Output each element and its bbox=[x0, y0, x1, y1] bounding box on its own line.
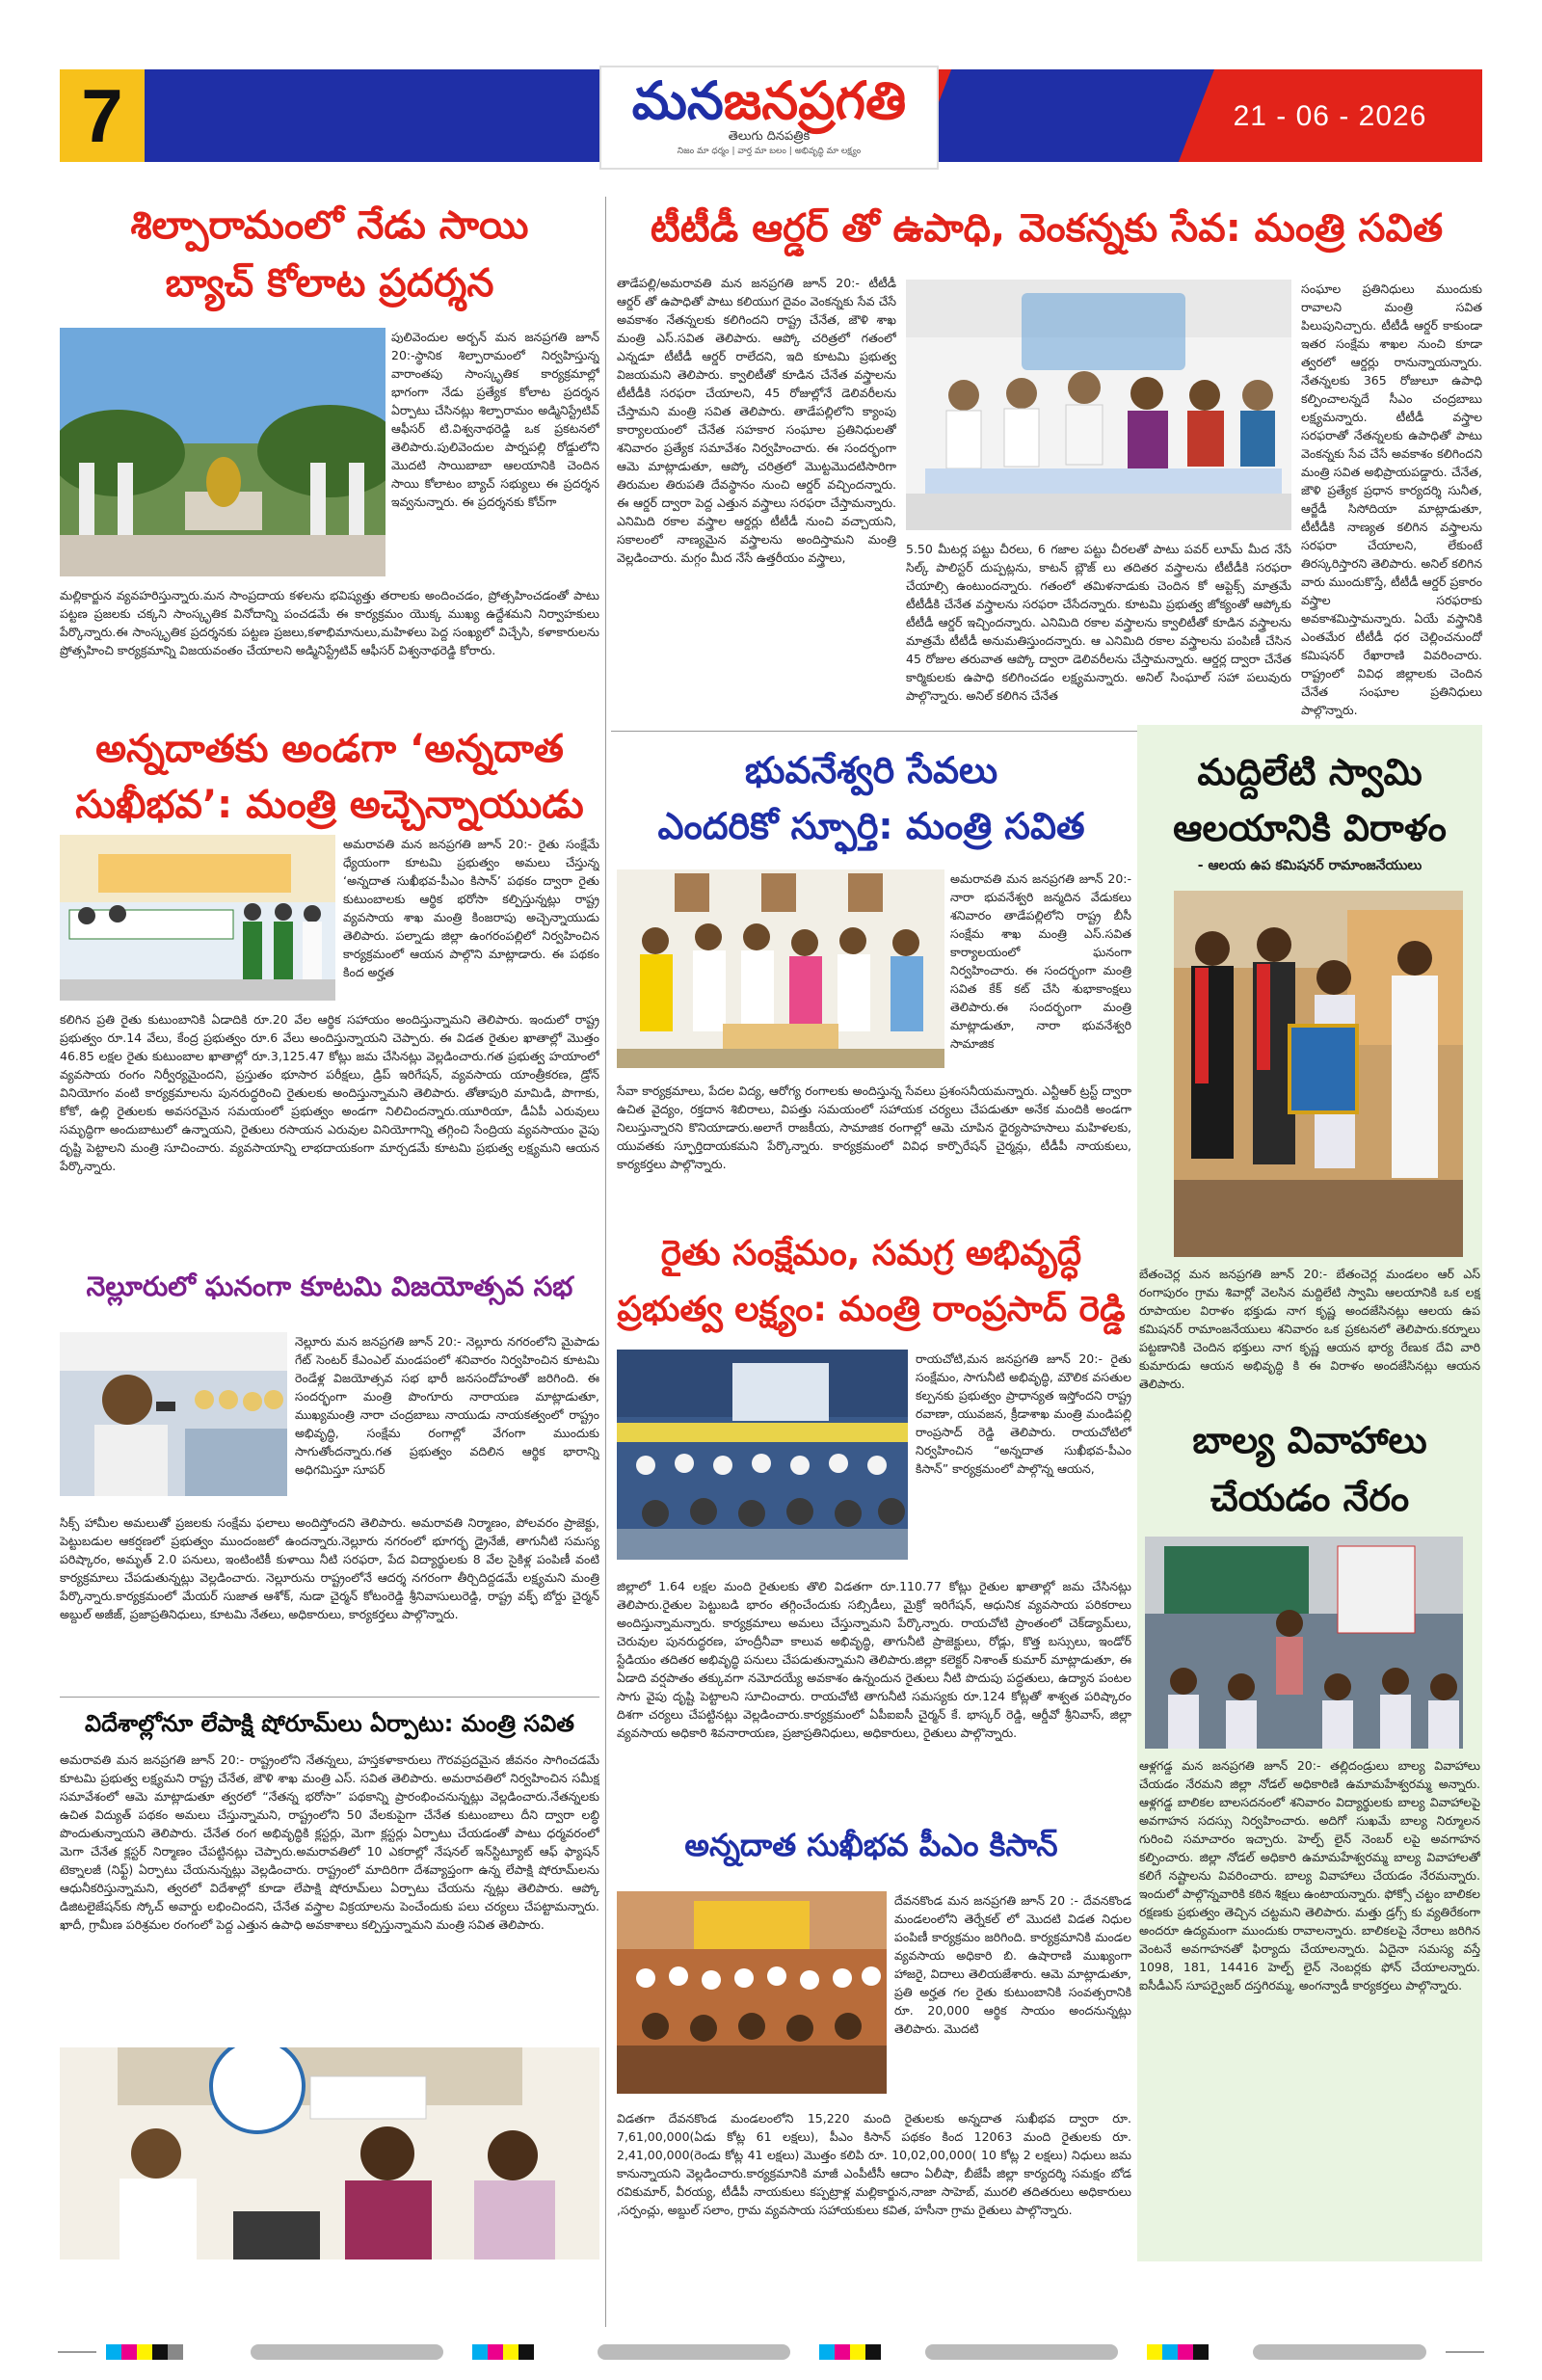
headline-shilparamam: శిల్పారామంలో నేడు సాయి బ్యాచ్ కోలాట ప్రదర్శన bbox=[130, 203, 529, 306]
photo-maddileti bbox=[1174, 891, 1463, 1257]
headline-raithu: రైతు సంక్షేమం, సమగ్ర అభివృద్ధే ప్రభుత్వ లక్ష్యం: మంత్రి రాంప్రసాద్ రెడ్డి bbox=[617, 1234, 1126, 1329]
masthead-logo bbox=[599, 66, 939, 170]
photo-pmkisan bbox=[617, 1891, 887, 2094]
body-annadatha-a: అమరావతి మన జనప్రగతి జూన్ 20:- రైతు సంక్షేమే ధ్యేయంగా కూటమి ప్రభుత్వం అమలు చేస్తున్న ‘అన్నదాత సుఖీభవ-పీఎం కిసాన్’ పథకం ద్వారా రైతు కుటుంబాలకు ఆర్థిక భరోసా కల్పిస్తున్నట్లు రాష్ట్ర వ్యవసాయ శాఖ మంత్రి కింజరాపు అచ్చెన్నాయుడు తెలిపారు. పల్నాడు జిల్లా ఉంగరంపల్లిలో నిర్వహించిన కార్యక్రమంలో ఆయన పాల్గొని మాట్లాడారు. ఈ పథకం కింద అర్హత bbox=[343, 837, 599, 979]
body-lepakshi: అమరావతి మన జనప్రగతి జూన్ 20:- రాష్ట్రంలోని నేతన్నలు, హస్తకళాకారులు గౌరవప్రదమైన జీవనం సాగించడమే కూటమి ప్రభుత్వ లక్ష్యమని రాష్ట్ర చేనేత, జౌళి శాఖ మంత్రి ఎస్. సవిత తెలిపారు. అమరావతిలో నిర్వహించిన సమీక్ష సమావేశంలో ఆమె మాట్లాడుతూ త్వరలో “నేతన్న భరోసా” పథకాన్ని ప్రారంభించనున్నట్లు వెల్లడించారు.నేతన్నలకు ఉచిత విద్యుత్ పథకం అమలు చేస్తున్నామని, రాష్ట్రంలోని 50 వేలకుపైగా చేనేత కుటుంబాలు దీని ద్వారా లబ్ధి పొందుతున్నాయని తెలిపారు. చేనేత రంగ అభివృద్ధికి క్లస్టర్లు, మెగా క్లస్టర్లు ఏర్పాటు చేయడంతో పాటు ధర్మవరంలో మెగా చేనేత క్లస్టర్ నిర్మాణం చేపట్టినట్లు చెప్పారు.అమరావతిలో 10 ఎకరాల్లో నేషనల్ ఇన్‌స్టిట్యూట్ ఆఫ్ ఫ్యాషన్ టెక్నాలజీ (నిఫ్ట్) ఏర్పాటు చేయనున్నట్లు వెల్లడించారు. రాష్ట్రంలో మాదిరిగా దేశవ్యాప్తంగా ఉన్న లేపాక్షి షోరూమ్‌లను ఆధునీకరిస్తున్నామని, త్వరలో విదేశాల్లో కూడా లేపాక్షి షోరూమ్‌లు ఏర్పాటు చేయను న్నట్లు తెలిపారు. ఆప్కో డిజిటలైజేషన్‌కు స్కోచ్ అవార్డు లభించిందని, చేనేత వస్త్రాల విక్రయాలను పెంచేందుకు పలు చర్యలు చేపట్టామన్నారు. ఖాదీ, గ్రామీణ పరిశ్రమల రంగంలో పెద్ద ఎత్తున ఉపాధి అవకాశాలు కల్పిస్తున్నామని మంత్రి సవిత తెలిపారు. bbox=[60, 1752, 599, 1932]
body-nellore-a: నెల్లూరు మన జనప్రగతి జూన్ 20:- నెల్లూరు నగరంలోని మైపాడు గేట్ సెంటర్ కేఎంఎల్ మండపంలో శనివారం నిర్వహించిన కూటమి రెండేళ్ల విజయోత్సవ సభ భారీ జనసందోహంతో జరిగింది. ఈ సందర్భంగా మంత్రి పొంగూరు నారాయణ మాట్లాడుతూ, ముఖ్యమంత్రి నారా చంద్రబాబు నాయుడు నాయకత్వంలో రాష్ట్రం అభివృద్ధి, సంక్షేమ రంగాల్లో వేగంగా ముందుకు సాగుతోందన్నారు.గత ప్రభుత్వం వదిలిన ఆర్థిక భారాన్ని అధిగమిస్తూ సూపర్ bbox=[295, 1334, 599, 1477]
photo-annadatha bbox=[60, 835, 335, 1001]
photo-bhuvaneswari bbox=[617, 869, 944, 1068]
body-ttd-col2: 5.50 మీటర్ల పట్టు చీరలు, 6 గజాల పట్టు చీరలతో పాటు పవర్ లూమ్ మీద నేసే సిల్క్ పాలిస్టర్ దుప్పట్లను, కాటన్ బ్లౌజ్ లు తదితర వస్త్రాలను టీటీడీకి సరఫరా చేయాల్సి ఉంటుందన్నారు. గతంలో తమిళనాడుకు చెందిన కో ఆప్టెక్స్ మాత్రమే టీటీడీకి చేనేత వస్త్రాలను సరఫరా చేసేదన్నారు. కూటమి ప్రభుత్వ జోక్యంతో ఆప్కోకు టీటీడీ ఆర్డర్ ఇచ్చిందన్నారు. ఎనిమిది రకాల వస్త్రాలను క్వాలిటీతో కూడిన వస్త్రాలను మాత్రమే టీటీడీ అనుమతిస్తుందన్నారు. ఆ ఎనిమిది రకాల వస్త్రాలను పంపిణీ చేసిన 45 రోజుల తరువాత ఆప్కో ద్వారా డెలివరీలను చేస్తామన్నారు. ఆర్డర్ల ద్వారా చేనేత కార్మికులకు ఉపాధి కలిగించడం లక్ష్యమన్నారు. అనిల్ సింఘాల్ సహా పలువురు పాల్గొన్నారు. అనిల్ కలిగిన చేనేత bbox=[906, 542, 1291, 703]
headline-lepakshi: విదేశాల్లోనూ లేపాక్షి షోరూమ్‌లు ఏర్పాటు: మంత్రి సవిత bbox=[85, 1710, 574, 1737]
page-number: 7 bbox=[81, 73, 123, 158]
photo-shilparamam bbox=[60, 328, 386, 576]
body-ttd-col3: సంఘాల ప్రతినిధులు ముందుకు రావాలని మంత్రి సవిత పిలుపునిచ్చారు. టీటీడీ ఆర్డర్ కాకుండా ఇతర సంక్షేమ శాఖల నుంచి కూడా త్వరలో ఆర్డర్లు రానున్నాయన్నారు. నేతన్నలకు 365 రోజులూ ఉపాధి కల్పించాలన్నదే సీఎం చంద్రబాబు లక్ష్యమన్నారు. టీటీడీ వస్త్రాల సరఫరాతో నేతన్నలకు ఉపాధితో పాటు వెంకన్నకు సేవ చేసే అవకాశం కలిగిందని మంత్రి సవిత అభిప్రాయపడ్డారు. చేనేత, జౌళి ప్రత్యేక ప్రధాన కార్యదర్శి సునీత, ఆర్జేడీ సిసోదియా మాట్లాడుతూ, టీటీడీకి నాణ్యత కలిగిన వస్త్రాలను సరఫరా చేయాలని, లేకుంటే తిరస్కరిస్తారని తెలిపారు. అనిల్ కలిగిన వారు ముందుకొస్తే, టీటీడీ ఆర్డర్ ప్రకారం వస్త్రాల సరఫరాకు అవకాశమిస్తామన్నారు. ఏయే వస్త్రానికి ఎంతమేర టీటీడీ ధర చెల్లించనుందో కమిషనర్ రేఖారాణి వివరించారు. రాష్ట్రంలో వివిధ జిల్లాలకు చెందిన చేనేత సంఘాల ప్రతినిధులు పాల్గొన్నారు. bbox=[1301, 281, 1482, 717]
body-raithu-b: జిల్లాలో 1.64 లక్షల మంది రైతులకు తొలి విడతగా రూ.110.77 కోట్లు రైతుల ఖాతాల్లో జమ చేసినట్లు తెలిపారు.రైతుల పెట్టుబడి భారం తగ్గించేందుకు సబ్సిడీలు, మైక్రో ఇరిగేషన్, ఆధునిక వ్యవసాయ పరికరాలు అందిస్తున్నామన్నారు. కార్యక్రమాలు అమలు చేస్తున్నామని పేర్కొన్నారు. రాయచోటి ప్రాంతంలో చెక్‌డ్యామ్‌లు, చెరువుల పునరుద్ధరణ, హంద్రీనీవా కాలువ అభివృద్ధి, తాగునీటి ప్రాజెక్టులు, రోడ్లు, కొత్త బస్సులు, ఇండోర్ స్టేడియం తదితర అభివృద్ధి పనులు చేపడుతున్నామని తెలిపారు.జిల్లా కలెక్టర్ నిశాంత్ కుమార్ మాట్లాడుతూ, ఈ ఏడాది వర్షపాతం తక్కువగా నమోదయ్యే అవకాశం ఉన్నందున రైతులు నీటి పొదుపు పద్ధతులు, ఉద్యాన పంటల సాగు వైపు దృష్టి పెట్టాలని సూచించారు. రాయచోటి తాగునీటి సమస్యకు రూ.124 కోట్లతో శాశ్వత పరిష్కారం దిశగా చర్యలు చేపట్టినట్లు వెల్లడించారు.కార్యక్రమంలో ఏపీఐఐసీ చైర్మన్ కే. భాస్కర్ రెడ్డి, ఆర్డీవో శ్రీనివాస్, జిల్లా వ్యవసాయ అధికారి శివనారాయణ, ప్రజాప్రతినిధులు, అధికారులు, రైతులు పాల్గొన్నారు. bbox=[617, 1579, 1131, 1740]
photo-raithu bbox=[617, 1350, 908, 1560]
body-nellore-b: సిక్స్ హామీల అమలుతో ప్రజలకు సంక్షేమ ఫలాలు అందిస్తోందని తెలిపారు. అమరావతి నిర్మాణం, పోలవరం ప్రాజెక్టు, పెట్టుబడుల ఆకర్షణలో ప్రభుత్వం ముందంజలో ఉందన్నారు.నెల్లూరు నగరంలో భూగర్భ డ్రైనేజీ, తాగునీటి సమస్య పరిష్కారం, అమృత్ 2.0 పనులు, ఇంటింటికీ కుళాయి నీటి సరఫరా, పేద విద్యార్థులకు 8 వేల సైకిళ్ల పంపిణీ వంటి కార్యక్రమాలు చేపడుతున్నట్లు వెల్లడించారు. నెల్లూరును రాష్ట్రంలోనే ఆదర్శ నగరంగా తీర్చిదిద్దడమే లక్ష్యమని మంత్రి పేర్కొన్నారు.కార్యక్రమంలో మేయర్ సుజాత ఆశోక్, నుడా చైర్మన్ కోటంరెడ్డి శ్రీనివాసులురెడ్డి, రాష్ట్ర వక్ఫ్ బోర్డు చైర్మన్ అబ్దుల్ అజీజ్, ప్రజాప్రతినిధులు, కూటమి నేతలు, అధికారులు, కార్యకర్తలు పాల్గొన్నారు. bbox=[60, 1515, 599, 1621]
headline-annadatha: అన్నదాతకు అండగా ‘అన్నదాత సుఖీభవ’: మంత్రి అచ్చెన్నాయుడు bbox=[75, 727, 584, 827]
body-shilparamam-b: మల్లికార్జున వ్యవహరిస్తున్నారు.మన సాంప్రదాయ కళలను భవిష్యత్తు తరాలకు అందించడం, ప్రోత్సహించడంతో పాటు పట్టణ ప్రజలకు చక్కని సాంస్కృతిక వినోదాన్ని పంచడమే ఈ కార్యక్రమం యొక్క ముఖ్య ఉద్దేశమని నిర్వాహకులు పేర్కొన్నారు.ఈ సాంస్కృతిక ప్రదర్శనకు పట్టణ ప్రజలు,కళాభిమానులు,మహిళలు పెద్ద సంఖ్యలో విచ్చేసి, కళాకారులను ప్రోత్సహించి కార్యక్రమాన్ని విజయవంతం చేయాలని అడ్మినిస్ట్రేటివ్ ఆఫీసర్ విశ్వనాథరెడ్డి కోరారు. bbox=[60, 588, 599, 657]
body-maddileti: బేతంచెర్ల మన జనప్రగతి జూన్ 20:- బేతంచెర్ల మండలం ఆర్ ఎస్ రంగాపురం గ్రామ శివార్లో వెలసిన మద్దిలేటి స్వామి ఆలయానికి ఒక లక్ష రూపాయల విరాళం భక్తుడు నాగ కృష్ణ అందజేసినట్లు ఆలయ ఉప కమిషనర్ రామాంజనేయులు శనివారం ఒక ప్రకటనలో తెలిపారు.కర్నూలు పట్టణానికి చెందిన భక్తులు నాగ కృష్ణ ఆయన భార్య రేణుక దేవి వారి కుమారుడు ఆయన అభివృద్ధి కి ఈ విరాళం అందజేసినట్లు ఆయన తెలిపారు. bbox=[1139, 1267, 1480, 1391]
photo-lepakshi bbox=[60, 2047, 599, 2260]
photo-nellore bbox=[60, 1332, 287, 1496]
photo-balya bbox=[1145, 1537, 1463, 1749]
section-rule-lepakshi bbox=[60, 1697, 599, 1698]
headline-maddileti: మద్దిలేటి స్వామి ఆలయానికి విరాళం bbox=[1173, 751, 1447, 849]
masthead-subtitle: తెలుగు దినపత్రిక bbox=[728, 129, 811, 144]
body-annadatha-b: కలిగిన ప్రతి రైతు కుటుంబానికి ఏడాదికి రూ.20 వేల ఆర్థిక సహాయం అందిస్తున్నామని తెలిపారు. ఇందులో రాష్ట్ర ప్రభుత్వం రూ.14 వేలు, కేంద్ర ప్రభుత్వం రూ.6 వేలు అందిస్తున్నాయని చెప్పారు. ఈ విడత రైతుల ఖాతాల్లో మొత్తం 46.85 లక్షల రైతు కుటుంబాల ఖాతాల్లో రూ.3,125.47 కోట్లు జమ చేసినట్లు వెల్లడించారు.గత ప్రభుత్వ హయాంలో వ్యవసాయ రంగం నిర్వీర్యమైందని, ప్రస్తుతం భూసార పరీక్షలు, డ్రిప్ ఇరిగేషన్, వ్యవసాయ యాంత్రీకరణ, డ్రోన్ వినియోగం వంటి కార్యక్రమాలను పునరుద్ధరించి రైతులకు అందిస్తున్నామని తెలిపారు. తోతాపురి మామిడి, పొగాకు, కోకో, ఉల్లి రైతులకు అవసరమైన సమయంలో ప్రభుత్వం అండగా నిలిచిందన్నారు.యూరియా, డీఏపీ ఎరువులు సమృద్ధిగా అందుబాటులో ఉన్నాయని, రైతులు రసాయన ఎరువుల వినియోగాన్ని తగ్గించి సేంద్రియ వ్యవసాయం వైపు దృష్టి పెట్టాలని మంత్రి సూచించారు. వ్యవసాయాన్ని లాభదాయకంగా మార్చడమే కూటమి ప్రభుత్వ లక్ష్యమని ఆయన పేర్కొన్నారు. bbox=[60, 1012, 599, 1173]
body-pmkisan-a: దేవనకొండ మన జనప్రగతి జూన్ 20 :- దేవనకొండ మండలంలోని తెర్నేకల్ లో మొదటి విడత నిధుల పంపిణీ కార్యక్రమం జరిగింది. కార్యక్రమానికి మండల వ్యవసాయ అధికారి బి. ఉషారాణి ముఖ్యంగా హాజరై, విదాలు తెలియజేశారు. ఆమె మాట్లాడుతూ, ప్రతి అర్హత గల రైతు కుటుంబానికి సంవత్సరానికి రూ. 20,000 ఆర్థిక సాయం అందనున్నట్లు తెలిపారు. మొదటి bbox=[894, 1893, 1131, 2036]
issue-date: 21 - 06 - 2026 bbox=[1233, 100, 1427, 132]
masthead-tagline: నిజం మా ధర్మం | వార్త మా బలం | అభివృద్ధి మా లక్ష్యం bbox=[677, 147, 862, 156]
headline-pmkisan: అన్నదాత సుఖీభవ పీఎం కిసాన్ bbox=[684, 1827, 1058, 1863]
body-bhuvaneswari-a: అమరావతి మన జనప్రగతి జూన్ 20:- నారా భువనేశ్వరి జన్మదిన వేడుకలు శనివారం తాడేపల్లిలోని రాష్ట్ర బీసీ సంక్షేమ శాఖ మంత్రి ఎస్.సవిత కార్యాలయంలో ఘనంగా నిర్వహించారు. ఈ సందర్భంగా మంత్రి సవిత కేక్ కట్ చేసి శుభాకాంక్షలు తెలిపారు.ఈ సందర్భంగా మంత్రి మాట్లాడుతూ, నారా భువనేశ్వరి సామాజిక bbox=[950, 871, 1131, 1051]
column-rule bbox=[605, 197, 606, 2327]
photo-ttd bbox=[906, 280, 1291, 530]
header-blue-band-right bbox=[916, 69, 1214, 162]
subtitle-maddileti: - ఆలయ ఉప కమిషనర్ రామాంజనేయులు bbox=[1197, 858, 1422, 873]
body-pmkisan-b: విడతగా దేవనకొండ మండలంలోని 15,220 మంది రైతులకు అన్నదాత సుఖీభవ ద్వారా రూ. 7,61,00,000(ఏడు కోట్ల 61 లక్షలు), పీఎం కిసాన్ పథకం కింద 12063 మంది రైతులకు రూ. 2,41,00,000(రెండు కోట్ల 41 లక్షలు) మొత్తం కలిపి రూ. 10,02,00,000( 10 కోట్ల 2 లక్షలు) నిధులు జమ కానున్నాయని వెల్లడించారు.కార్యక్రమానికి మాజీ ఎంపీటీసీ ఆదాం ఏలీషా, బీజేపీ జిల్లా కార్యదర్శి సమక్షం బోడ రవికుమార్, వీరయ్య, టీడీపీ నాయకులు కప్పట్రాళ్ల మల్లికార్జున,నాజా సాహెబ్, మురలి తదితరులు అధికారులు ,సర్పంచ్లు, అబ్దుల్ సలాం, గ్రామ వ్యవసాయ సహాయకులు కవిత, హసీనా గ్రామ రైతులు పాల్గొన్నారు. bbox=[617, 2111, 1131, 2217]
headline-nellore: నెల్లూరులో ఘనంగా కూటమి విజయోత్సవ సభ bbox=[86, 1270, 573, 1302]
headline-bhuvaneswari: భువనేశ్వరి సేవలు ఎందరికో స్ఫూర్తి: మంత్రి సవిత bbox=[657, 749, 1085, 847]
headline-balya: బాల్య వివాహాలు చేయడం నేరం bbox=[1192, 1419, 1427, 1519]
print-registration-marks bbox=[58, 2340, 1484, 2364]
body-ttd-col1: తాడేపల్లి/అమరావతి మన జనప్రగతి జూన్ 20:- టీటీడీ ఆర్డర్ తో ఉపాధితో పాటు కలియుగ దైవం వెంకన్నకు సేవ చేసే అవకాశం నేతన్నలకు కలిగిందని రాష్ట్ర చేనేత, జౌళి శాఖ మంత్రి ఎస్.సవిత తెలిపారు. ఆప్కో చరిత్రలో గతంలో ఎన్నడూ టీటీడీ ఆర్డర్ రాలేదని, ఇది కూటమి ప్రభుత్వ విజయమని తెలిపారు. క్వాలిటీతో కూడిన చేనేత వస్త్రాలను టీటీడీకి సరఫరా చేయాలని, 45 రోజుల్లోనే డెలివరీలను చేస్తామని మంత్రి సవిత తెలిపారు. తాడేపల్లిలోని క్యాంపు కార్యాలయంలో చేనేత సహకార సంఘాల ప్రతినిధులతో శనివారం ప్రత్యేక సమావేశం నిర్వహించారు. ఈ సందర్భంగా ఆమె మాట్లాడుతూ, ఆప్కో చరిత్రలో మొట్టమొదటిసారిగా తిరుమల తిరుపతి దేవస్థానం నుంచి ఆర్డర్ వచ్చిందన్నారు. ఈ ఆర్డర్ ద్వారా పెద్ద ఎత్తున వస్త్రాలు సరఫరా చేస్తామన్నారు. ఎనిమిది రకాల వస్త్రాల ఆర్డర్లు టీటీడీ నుంచి వచ్చాయని, సకాలంలో నాణ్యమైన వస్త్రాలను అందిస్తామని మంత్రి వెల్లడించారు. మగ్గం మీద నేసే ఉత్తరీయం వస్త్రాలు, bbox=[617, 276, 896, 565]
body-balya: ఆళ్లగడ్డ మన జనప్రగతి జూన్ 20:- తల్లిదండ్రులు బాల్య వివాహాలు చేయడం నేరమని జిల్లా నోడల్ అధికారిణి ఉమామహేశ్వరమ్మ అన్నారు. ఆళ్లగడ్డ బాలికల బాలసదనంలో శనివారం విద్యార్థులకు బాల్య వివాహాలపై అవగాహన సదస్సు నిర్వహించారు. అదిగో సుఖమే బాల్య నిర్మూలన గురించి సమాచారం ఇచ్చారు. హెల్ప్ లైన్ నెంబర్ లపై అవగాహన కల్పించారు. జిల్లా నోడల్ అధికారి ఉమామహేశ్వరమ్మ బాల్య వివాహాలతో కలిగే నష్టాలను వివరించారు. బాల్య వివాహాలు చేయడం నేరమన్నారు. ఇందులో పాల్గొన్నవారికి కఠిన శిక్షలు ఉంటాయన్నారు. ఫోక్సో చట్టం బాలికల రక్షణకు ప్రభుత్వం తెచ్చిన చట్టమని తెలిపారు. మత్తు డ్రగ్స్ కు వ్యతిరేకంగా అందరూ ఉద్యమంగా ముందుకు రావాలన్నారు. బాలికలపై నేరాలు జరిగిన వెంటనే అవగాహనతో ఫిర్యాదు చేయాలన్నారు. ఏదైనా సమస్య వస్తే 1098, 181, 14416 హెల్ప్ లైన్ నెంబర్లకు ఫోన్ చేయాలన్నారు. ఐసీడీఎస్ సూపర్వైజర్ దస్తగిరమ్మ, అంగన్వాడీ కార్యకర్తలు పాల్గొన్నారు. bbox=[1139, 1758, 1480, 1992]
headline-ttd: టీటీడీ ఆర్డర్ తో ఉపాధి, వెంకన్నకు సేవ: మంత్రి సవిత bbox=[650, 206, 1444, 251]
body-bhuvaneswari-b: సేవా కార్యక్రమాలు, పేదల విద్య, ఆరోగ్య రంగాలకు అందిస్తున్న సేవలు ప్రశంసనీయమన్నారు. ఎన్టీఆర్ ట్రస్ట్ ద్వారా ఉచిత వైద్యం, రక్తదాన శిబిరాలు, విపత్తు సమయంలో సహాయక చర్యలు చేపడుతూ అనేక మందికి అండగా నిలుస్తున్నారని కొనియాడారు.అలాగే రాజకీయ, సామాజిక రంగాల్లో ఆమె చూపిన ధైర్యసాహసాలు మహిళలకు, యువతకు స్ఫూర్తిదాయకమని పేర్కొన్నారు. కార్యక్రమంలో వివిధ కార్పొరేషన్ చైర్మన్లు, టీడీపీ నాయకులు, కార్యకర్తలు పాల్గొన్నారు. bbox=[617, 1083, 1131, 1171]
body-raithu-a: రాయచోటి,మన జనప్రగతి జూన్ 20:- రైతు సంక్షేమం, సాగునీటి అభివృద్ధి, మౌలిక వసతుల కల్పనకు ప్రభుత్వం ప్రాధాన్యత ఇస్తోందని రాష్ట్ర రవాణా, యువజన, క్రీడాశాఖ మంత్రి మండిపల్లి రాంప్రసాద్ రెడ్డి తెలిపారు. రాయచోటిలో నిర్వహించిన “అన్నదాత సుఖీభవ-పీఎం కిసాన్” కార్యక్రమంలో పాల్గొన్న ఆయన, bbox=[916, 1351, 1131, 1476]
body-shilparamam-a: పులివెందుల అర్బన్ మన జనప్రగతి జూన్ 20:-స్థానిక శిల్పారామంలో నిర్వహిస్తున్న వారాంతపు సాంస్కృతిక కార్యక్రమాల్లో భాగంగా నేడు ప్రత్యేక కోలాట ప్రదర్శన ఏర్పాటు చేసినట్లు శిల్పారామం అడ్మినిస్ట్రేటివ్ ఆఫీసర్ టి.విశ్వనాథరెడ్డి ఒక ప్రకటనలో తెలిపారు.పులివెందుల పార్నపల్లి రోడ్డులోని మొదటి సాయిబాబా ఆలయానికి చెందిన సాయి కోలాటం బ్యాచ్ సభ్యులు ఈ ప్రదర్శన ఇవ్వనున్నారు. ఈ ప్రదర్శనకు కోచ్‌గా bbox=[391, 330, 599, 509]
masthead-title: మనజనప్రగతి bbox=[631, 70, 907, 131]
